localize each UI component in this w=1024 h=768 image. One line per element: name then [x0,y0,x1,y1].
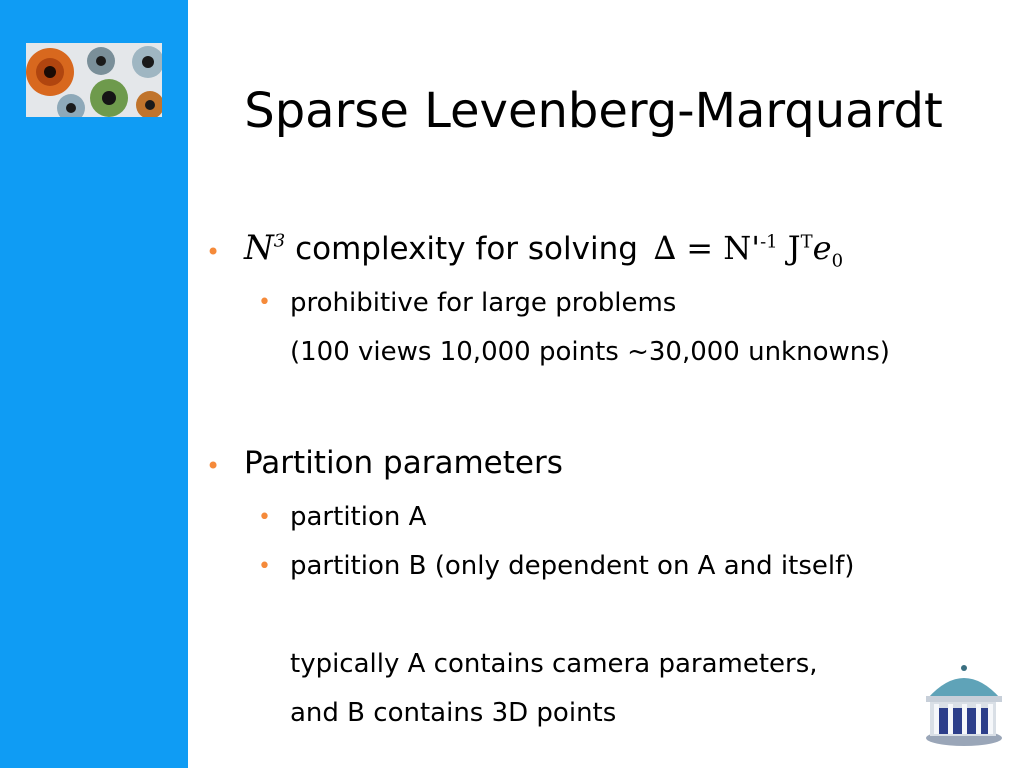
math-n-cubed: $N^3$ [244,228,286,268]
bullet-2: Partition parameters [244,445,563,481]
sub-2-item-2: partition B (only dependent on A and itself) [290,551,855,581]
building-logo-icon [920,660,1004,750]
bullet-dot: • [206,452,221,480]
sub-bullet-dot: • [258,554,271,579]
bullet-1-text: complexity for solving [295,231,638,267]
sub-2-item-1: partition A [290,502,427,532]
sub-1-line-2: (100 views 10,000 points ~30,000 unknowns) [290,337,890,367]
sub-bullet-dot: • [258,290,271,315]
bullet-1 [244,228,843,271]
note-line-1: typically A contains camera parameters, [290,649,818,679]
sub-bullet-dot: • [258,505,271,530]
note-line-2: and B contains 3D points [290,698,617,728]
slide-title: Sparse Levenberg-Marquardt [244,83,943,139]
bullet-dot: • [206,238,221,266]
sub-1-line-1: prohibitive for large problems [290,288,677,318]
equation: ∆ = $N'^{-1}$ $J^Te_0$ [653,229,844,272]
